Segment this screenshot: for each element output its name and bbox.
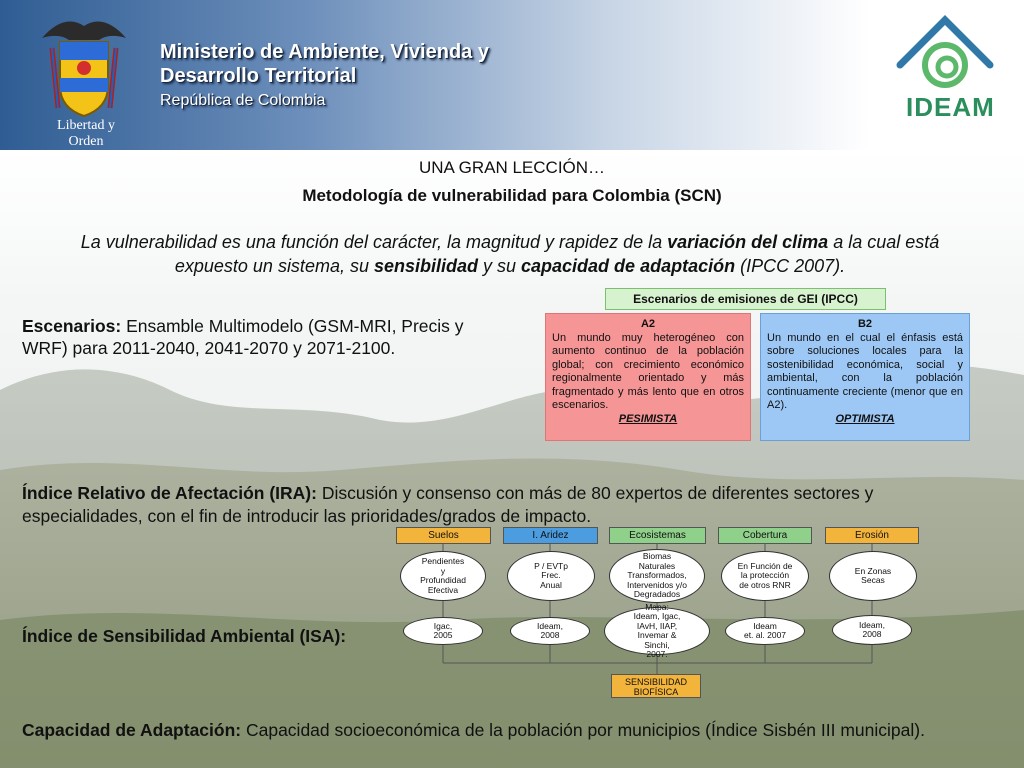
header-erosion: Erosión — [825, 527, 919, 544]
capacidad-label: Capacidad de Adaptación: — [22, 720, 242, 740]
variable-suelos — [400, 551, 486, 601]
variable-erosion-text: En Zonas Secas — [854, 565, 892, 585]
sensibilidad-biofisica-box — [611, 674, 701, 698]
header-aridez: I. Aridez — [503, 527, 598, 544]
ira-text: Discusión y consenso con más de 80 expertos de diferentes sectores y especialidades, con el fin de introducir las prioridades/grados de impacto. — [22, 483, 874, 526]
ministry-title — [160, 40, 489, 112]
header-ecosistemas: Ecosistemas — [609, 527, 706, 544]
scenario-b2-tag: OPTIMISTA — [835, 412, 895, 425]
scenario-b2-text: Un mundo en el cual el énfasis está sobre soluciones locales para la sostenibilidad económica, social y ambiental, con la población continuamente creciente (menor que en A2). — [767, 331, 963, 411]
lesson-title: UNA GRAN LECCIÓN… — [418, 158, 606, 177]
republic-label: República de Colombia — [160, 92, 326, 109]
variable-suelos-text: Pendientes y Profundidad Efectiva — [420, 556, 466, 595]
variable-cobertura-text: En Función de la protección de otros RNR — [737, 560, 793, 590]
source-aridez — [510, 617, 590, 645]
isa-heading: Índice de Sensibilidad Ambiental (ISA): — [22, 626, 347, 646]
source-erosion-text: Ideam, 2008 — [859, 619, 885, 639]
source-cobertura-text: Ideam et. al. 2007 — [743, 620, 787, 640]
source-ecosistemas — [604, 601, 710, 659]
ira-label: Índice Relativo de Afectación (IRA): — [22, 483, 317, 503]
quote-part-4: (IPCC 2007). — [735, 256, 846, 276]
capacidad-text: Capacidad socioeconómica de la población por municipios (Índice Sisbén III municipal). — [241, 720, 925, 740]
escenarios-text: Ensamble Multimodelo (GSM-MRI, Precis y WRF) para 2011-2040, 2041-2070 y 2071-2100. — [22, 316, 464, 358]
source-erosion — [832, 615, 912, 645]
sensibilidad-biofisica-text: SENSIBILIDAD BIOFÍSICA — [624, 677, 688, 697]
scenario-a2-box — [545, 313, 751, 441]
ira-paragraph — [22, 482, 997, 528]
scenario-a2-text: Un mundo muy heterogéneo con aumento continuo de la población global; con crecimiento económico regionalmente orientado y más fragmentado y más lento que en otros escenarios. — [552, 331, 744, 411]
quote-bold-3: capacidad de adaptación — [521, 256, 736, 276]
vulnerability-quote — [50, 230, 970, 278]
method-title: Metodología de vulnerabilidad para Colombia (SCN) — [302, 186, 722, 205]
header-cobertura: Cobertura — [718, 527, 812, 544]
ideam-logo-text: IDEAM — [906, 92, 995, 122]
source-aridez-text: Ideam, 2008 — [537, 620, 563, 640]
quote-bold-2: sensibilidad — [373, 256, 478, 276]
ministry-line-2: Desarrollo Territorial — [160, 65, 357, 87]
quote-part-2: a la cual está expuesto un sistema, su — [174, 232, 940, 276]
escenarios-paragraph — [22, 315, 502, 359]
ministry-line-1: Ministerio de Ambiente, Vivienda y — [160, 41, 489, 63]
scenario-b2-box — [760, 313, 970, 441]
capacidad-paragraph — [22, 720, 1012, 741]
quote-bold-1: variación del clima — [667, 232, 829, 252]
scenario-a2-name: A2 — [640, 318, 656, 330]
variable-ecosistemas — [609, 549, 705, 603]
source-cobertura — [725, 617, 805, 645]
scenario-a2-tag: PESIMISTA — [618, 412, 678, 425]
variable-ecosistemas-text: Biomas Naturales Transformados, Intervenidos y/o Degradados — [626, 551, 687, 600]
sensitivity-diagram — [395, 527, 995, 702]
scenario-b2-name: B2 — [857, 318, 873, 330]
variable-erosion — [829, 551, 917, 601]
source-ecosistemas-text: Mapa: Ideam, Igac, IAvH, IIAP, Invemar & Sinchi, 2007. — [633, 601, 681, 659]
gei-scenarios-title: Escenarios de emisiones de GEI (IPCC) — [605, 288, 886, 310]
crest-motto: Libertad y Orden — [57, 118, 115, 149]
variable-cobertura — [721, 551, 809, 601]
header-banner — [0, 0, 1024, 150]
escenarios-label: Escenarios: — [22, 316, 122, 336]
variable-aridez-text: P / EVTp Frec. Anual — [534, 560, 568, 590]
source-suelos — [403, 617, 483, 645]
header-suelos: Suelos — [396, 527, 491, 544]
quote-part-3: y su — [478, 256, 522, 276]
quote-part-1: La vulnerabilidad es una función del carácter, la magnitud y rapidez de la — [80, 232, 668, 252]
variable-aridez — [507, 551, 595, 601]
source-suelos-text: Igac, 2005 — [433, 620, 453, 640]
